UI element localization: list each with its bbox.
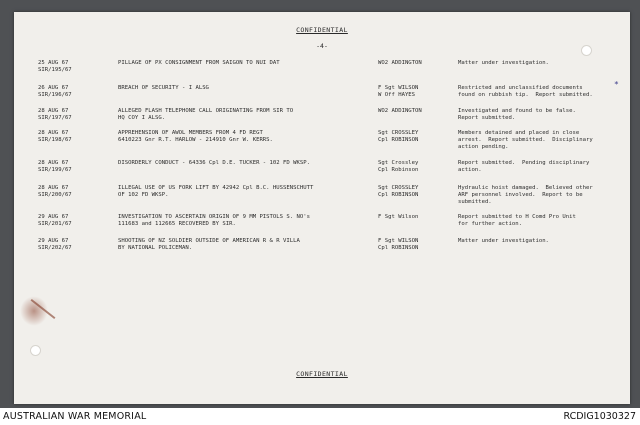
entry-date-ref	[38, 185, 102, 199]
entry-date-ref	[38, 60, 102, 74]
entry-date-ref-line: SIR/198/67	[38, 137, 72, 143]
entry-reported-by-line: F Sgt WILSON	[378, 85, 419, 91]
entry-reported-by-line: Cpl Robinson	[378, 167, 419, 173]
entry-date-ref-line: SIR/195/67	[38, 67, 72, 73]
entry-result-line: action.	[458, 167, 482, 173]
entry-result-line: Members detained and placed in close	[458, 130, 580, 136]
entry-result	[458, 238, 623, 245]
entry-result-line: found on rubbish tip. Report submitted.	[458, 92, 593, 98]
entry-reported-by	[378, 160, 453, 174]
entry-date-ref-line: SIR/201/67	[38, 221, 72, 227]
entry-result-line: Matter under investigation.	[458, 60, 549, 66]
entry-date-ref-line: 29 AUG 67	[38, 214, 69, 220]
entry-subject	[118, 60, 373, 67]
entry-date-ref-line: 26 AUG 67	[38, 85, 69, 91]
entry-result-line: arrest. Report submitted. Disciplinary	[458, 137, 593, 143]
header-classification: CONFIDENTIAL	[296, 26, 348, 34]
entry-reported-by-line: Cpl ROBINSON	[378, 137, 419, 143]
entry-date-ref	[38, 85, 102, 99]
entry-date-ref-line: 28 AUG 67	[38, 130, 69, 136]
entry-result	[458, 108, 623, 122]
footer-classification: CONFIDENTIAL	[296, 370, 348, 378]
entry-date-ref	[38, 108, 102, 122]
entry-reported-by-line: Sgt CROSSLEY	[378, 185, 419, 191]
entry-result	[458, 185, 623, 206]
entry-result-line: action pending.	[458, 144, 509, 150]
entry-subject-line: APPREHENSION OF AWOL MEMBERS FROM 4 FD REGT	[118, 130, 263, 136]
entry-result-line: submitted.	[458, 199, 492, 205]
entry-date-ref-line: SIR/202/67	[38, 245, 72, 251]
entry-date-ref	[38, 160, 102, 174]
entry-reported-by	[378, 130, 453, 144]
entry-reported-by	[378, 214, 453, 221]
entry-reported-by-line: F Sgt WILSON	[378, 238, 419, 244]
entry-date-ref-line: 28 AUG 67	[38, 108, 69, 114]
entry-result-line: Report submitted to H Comd Pro Unit	[458, 214, 576, 220]
entry-subject	[118, 185, 373, 199]
entry-date-ref-line: 29 AUG 67	[38, 238, 69, 244]
archive-reference-id: RCDIG1030327	[563, 411, 636, 422]
entry-date-ref	[38, 130, 102, 144]
entry-date-ref-line: SIR/200/67	[38, 192, 72, 198]
entry-result-line: Hydraulic hoist damaged. Believed other	[458, 185, 593, 191]
entry-reported-by	[378, 60, 453, 67]
entry-result-line: for further action.	[458, 221, 522, 227]
entry-date-ref-line: 28 AUG 67	[38, 185, 69, 191]
entry-subject	[118, 108, 373, 122]
entry-date-ref-line: 25 AUG 67	[38, 60, 69, 66]
entry-reported-by	[378, 238, 453, 252]
entry-subject-line: SHOOTING OF NZ SOLDIER OUTSIDE OF AMERICAN R & R VILLA	[118, 238, 300, 244]
entry-subject	[118, 214, 373, 228]
entry-subject-line: ILLEGAL USE OF US FORK LIFT BY 42942 Cpl B.C. HUSSENSCHUTT	[118, 185, 314, 191]
document-page	[14, 12, 630, 404]
entry-subject-line: HQ COY I ALSG.	[118, 115, 166, 121]
entry-reported-by	[378, 108, 453, 115]
entry-reported-by-line: Cpl ROBINSON	[378, 192, 419, 198]
archive-source-label: AUSTRALIAN WAR MEMORIAL	[3, 411, 147, 422]
entry-result-line: Restricted and unclassified documents	[458, 85, 583, 91]
entry-subject-line: PILLAGE OF PX CONSIGNMENT FROM SAIGON TO NUI DAT	[118, 60, 280, 66]
entry-subject-line: INVESTIGATION TO ASCERTAIN ORIGIN OF 9 MM PISTOLS S. NO's	[118, 214, 310, 220]
entry-subject-line: DISORDERLY CONDUCT - 64336 Cpl D.E. TUCKER - 102 FD WKSP.	[118, 160, 310, 166]
entry-reported-by-line: W Off HAYES	[378, 92, 416, 98]
entry-subject	[118, 130, 373, 144]
entry-subject-line: 111683 and 112665 RECOVERED BY SIR.	[118, 221, 236, 227]
entry-subject-line: OF 102 FD WKSP.	[118, 192, 169, 198]
entry-reported-by-line: Cpl ROBINSON	[378, 245, 419, 251]
punch-hole	[30, 345, 41, 356]
entry-date-ref-line: SIR/197/67	[38, 115, 72, 121]
entry-result	[458, 85, 623, 99]
entry-subject-line: BREACH OF SECURITY - I ALSG	[118, 85, 209, 91]
entry-reported-by-line: F Sgt Wilson	[378, 214, 419, 220]
entry-subject-line: BY NATIONAL POLICEMAN.	[118, 245, 193, 251]
entry-date-ref-line: SIR/199/67	[38, 167, 72, 173]
entry-result-line: ARF personnel involved. Report to be	[458, 192, 583, 198]
entry-reported-by-line: WO2 ADDINGTON	[378, 60, 422, 66]
entry-reported-by	[378, 185, 453, 199]
entry-result	[458, 130, 623, 151]
entry-date-ref-line: SIR/196/67	[38, 92, 72, 98]
entry-result-line: Investigated and found to be false.	[458, 108, 576, 114]
entry-date-ref	[38, 214, 102, 228]
entry-reported-by-line: Sgt Crossley	[378, 160, 419, 166]
entry-date-ref-line: 28 AUG 67	[38, 160, 69, 166]
entry-reported-by-line: Sgt CROSSLEY	[378, 130, 419, 136]
entry-reported-by	[378, 85, 453, 99]
ink-tick-mark: *	[614, 80, 619, 89]
entry-reported-by-line: WO2 ADDINGTON	[378, 108, 422, 114]
entry-subject	[118, 85, 373, 92]
page-number: -4-	[316, 42, 328, 50]
entry-result-line: Report submitted. Pending disciplinary	[458, 160, 590, 166]
entry-subject	[118, 238, 373, 252]
entry-result	[458, 160, 623, 174]
entry-result-line: Report submitted.	[458, 115, 516, 121]
entry-subject	[118, 160, 373, 167]
entry-subject-line: ALLEGED FLASH TELEPHONE CALL ORIGINATING FROM SIR TO	[118, 108, 294, 114]
entry-result-line: Matter under investigation.	[458, 238, 549, 244]
entry-subject-line: 6410223 Gnr R.T. HARLOW - 214910 Gnr W. KERRS.	[118, 137, 273, 143]
archive-footer	[0, 408, 640, 425]
entry-result	[458, 60, 623, 67]
entry-result	[458, 214, 623, 228]
entry-date-ref	[38, 238, 102, 252]
